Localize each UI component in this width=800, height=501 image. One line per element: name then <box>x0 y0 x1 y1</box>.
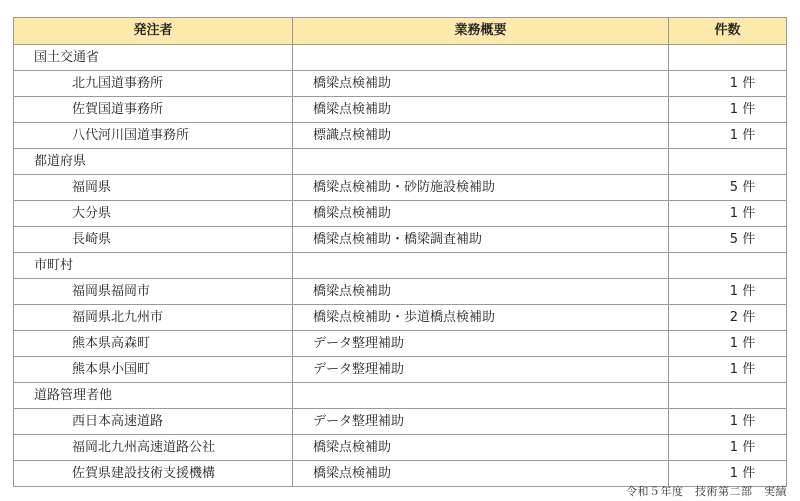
count-cell: 1 件 <box>669 461 787 487</box>
work-cell: 標識点検補助 <box>293 123 669 149</box>
count-cell: 1 件 <box>669 201 787 227</box>
count-cell <box>669 45 787 71</box>
work-cell: 橋梁点検補助 <box>293 435 669 461</box>
table-row <box>14 409 787 435</box>
orderer-cell: 長崎県 <box>14 227 293 253</box>
work-cell: 橋梁点検補助 <box>293 279 669 305</box>
header-orderer: 発注者 <box>14 18 293 45</box>
count-cell: 1 件 <box>669 357 787 383</box>
count-cell: 1 件 <box>669 331 787 357</box>
count-cell: 1 件 <box>669 71 787 97</box>
work-cell <box>293 383 669 409</box>
orderer-cell: 福岡北九州高速道路公社 <box>14 435 293 461</box>
count-cell: 5 件 <box>669 175 787 201</box>
results-table <box>13 17 787 487</box>
orderer-cell: 福岡県福岡市 <box>14 279 293 305</box>
group-label: 道路管理者他 <box>14 383 293 409</box>
orderer-cell: 大分県 <box>14 201 293 227</box>
results-table-container <box>13 17 786 487</box>
work-cell: 橋梁点検補助 <box>293 71 669 97</box>
group-label: 国土交通省 <box>14 45 293 71</box>
group-label: 市町村 <box>14 253 293 279</box>
table-row <box>14 305 787 331</box>
orderer-cell: 福岡県 <box>14 175 293 201</box>
table-group-row <box>14 383 787 409</box>
table-row <box>14 357 787 383</box>
table-row <box>14 175 787 201</box>
table-group-row <box>14 149 787 175</box>
header-count: 件数 <box>669 18 787 45</box>
count-cell: 1 件 <box>669 435 787 461</box>
orderer-cell: 佐賀県建設技術支援機構 <box>14 461 293 487</box>
count-cell: 1 件 <box>669 279 787 305</box>
table-row <box>14 279 787 305</box>
table-row <box>14 97 787 123</box>
count-cell <box>669 383 787 409</box>
orderer-cell: 熊本県小国町 <box>14 357 293 383</box>
work-cell <box>293 253 669 279</box>
work-cell: データ整理補助 <box>293 357 669 383</box>
table-row <box>14 227 787 253</box>
orderer-cell: 北九国道事務所 <box>14 71 293 97</box>
table-group-row <box>14 45 787 71</box>
table-header-row <box>14 18 787 45</box>
table-body <box>14 45 787 487</box>
count-cell: 1 件 <box>669 97 787 123</box>
header-work: 業務概要 <box>293 18 669 45</box>
count-cell <box>669 149 787 175</box>
work-cell: 橋梁点検補助・砂防施設検補助 <box>293 175 669 201</box>
count-cell: 1 件 <box>669 409 787 435</box>
orderer-cell: 八代河川国道事務所 <box>14 123 293 149</box>
work-cell: データ整理補助 <box>293 409 669 435</box>
table-row <box>14 201 787 227</box>
work-cell: データ整理補助 <box>293 331 669 357</box>
table-row <box>14 123 787 149</box>
table-row <box>14 435 787 461</box>
orderer-cell: 熊本県高森町 <box>14 331 293 357</box>
count-cell: 2 件 <box>669 305 787 331</box>
work-cell <box>293 45 669 71</box>
work-cell: 橋梁点検補助 <box>293 97 669 123</box>
orderer-cell: 佐賀国道事務所 <box>14 97 293 123</box>
work-cell: 橋梁点検補助 <box>293 461 669 487</box>
table-row <box>14 71 787 97</box>
orderer-cell: 西日本高速道路 <box>14 409 293 435</box>
group-label: 都道府県 <box>14 149 293 175</box>
count-cell: 5 件 <box>669 227 787 253</box>
count-cell <box>669 253 787 279</box>
table-row <box>14 331 787 357</box>
work-cell: 橋梁点検補助・歩道橋点検補助 <box>293 305 669 331</box>
work-cell <box>293 149 669 175</box>
work-cell: 橋梁点検補助・橋梁調査補助 <box>293 227 669 253</box>
count-cell: 1 件 <box>669 123 787 149</box>
table-group-row <box>14 253 787 279</box>
footer-note: 令和５年度 技術第二部 実績 <box>626 485 787 498</box>
work-cell: 橋梁点検補助 <box>293 201 669 227</box>
orderer-cell: 福岡県北九州市 <box>14 305 293 331</box>
